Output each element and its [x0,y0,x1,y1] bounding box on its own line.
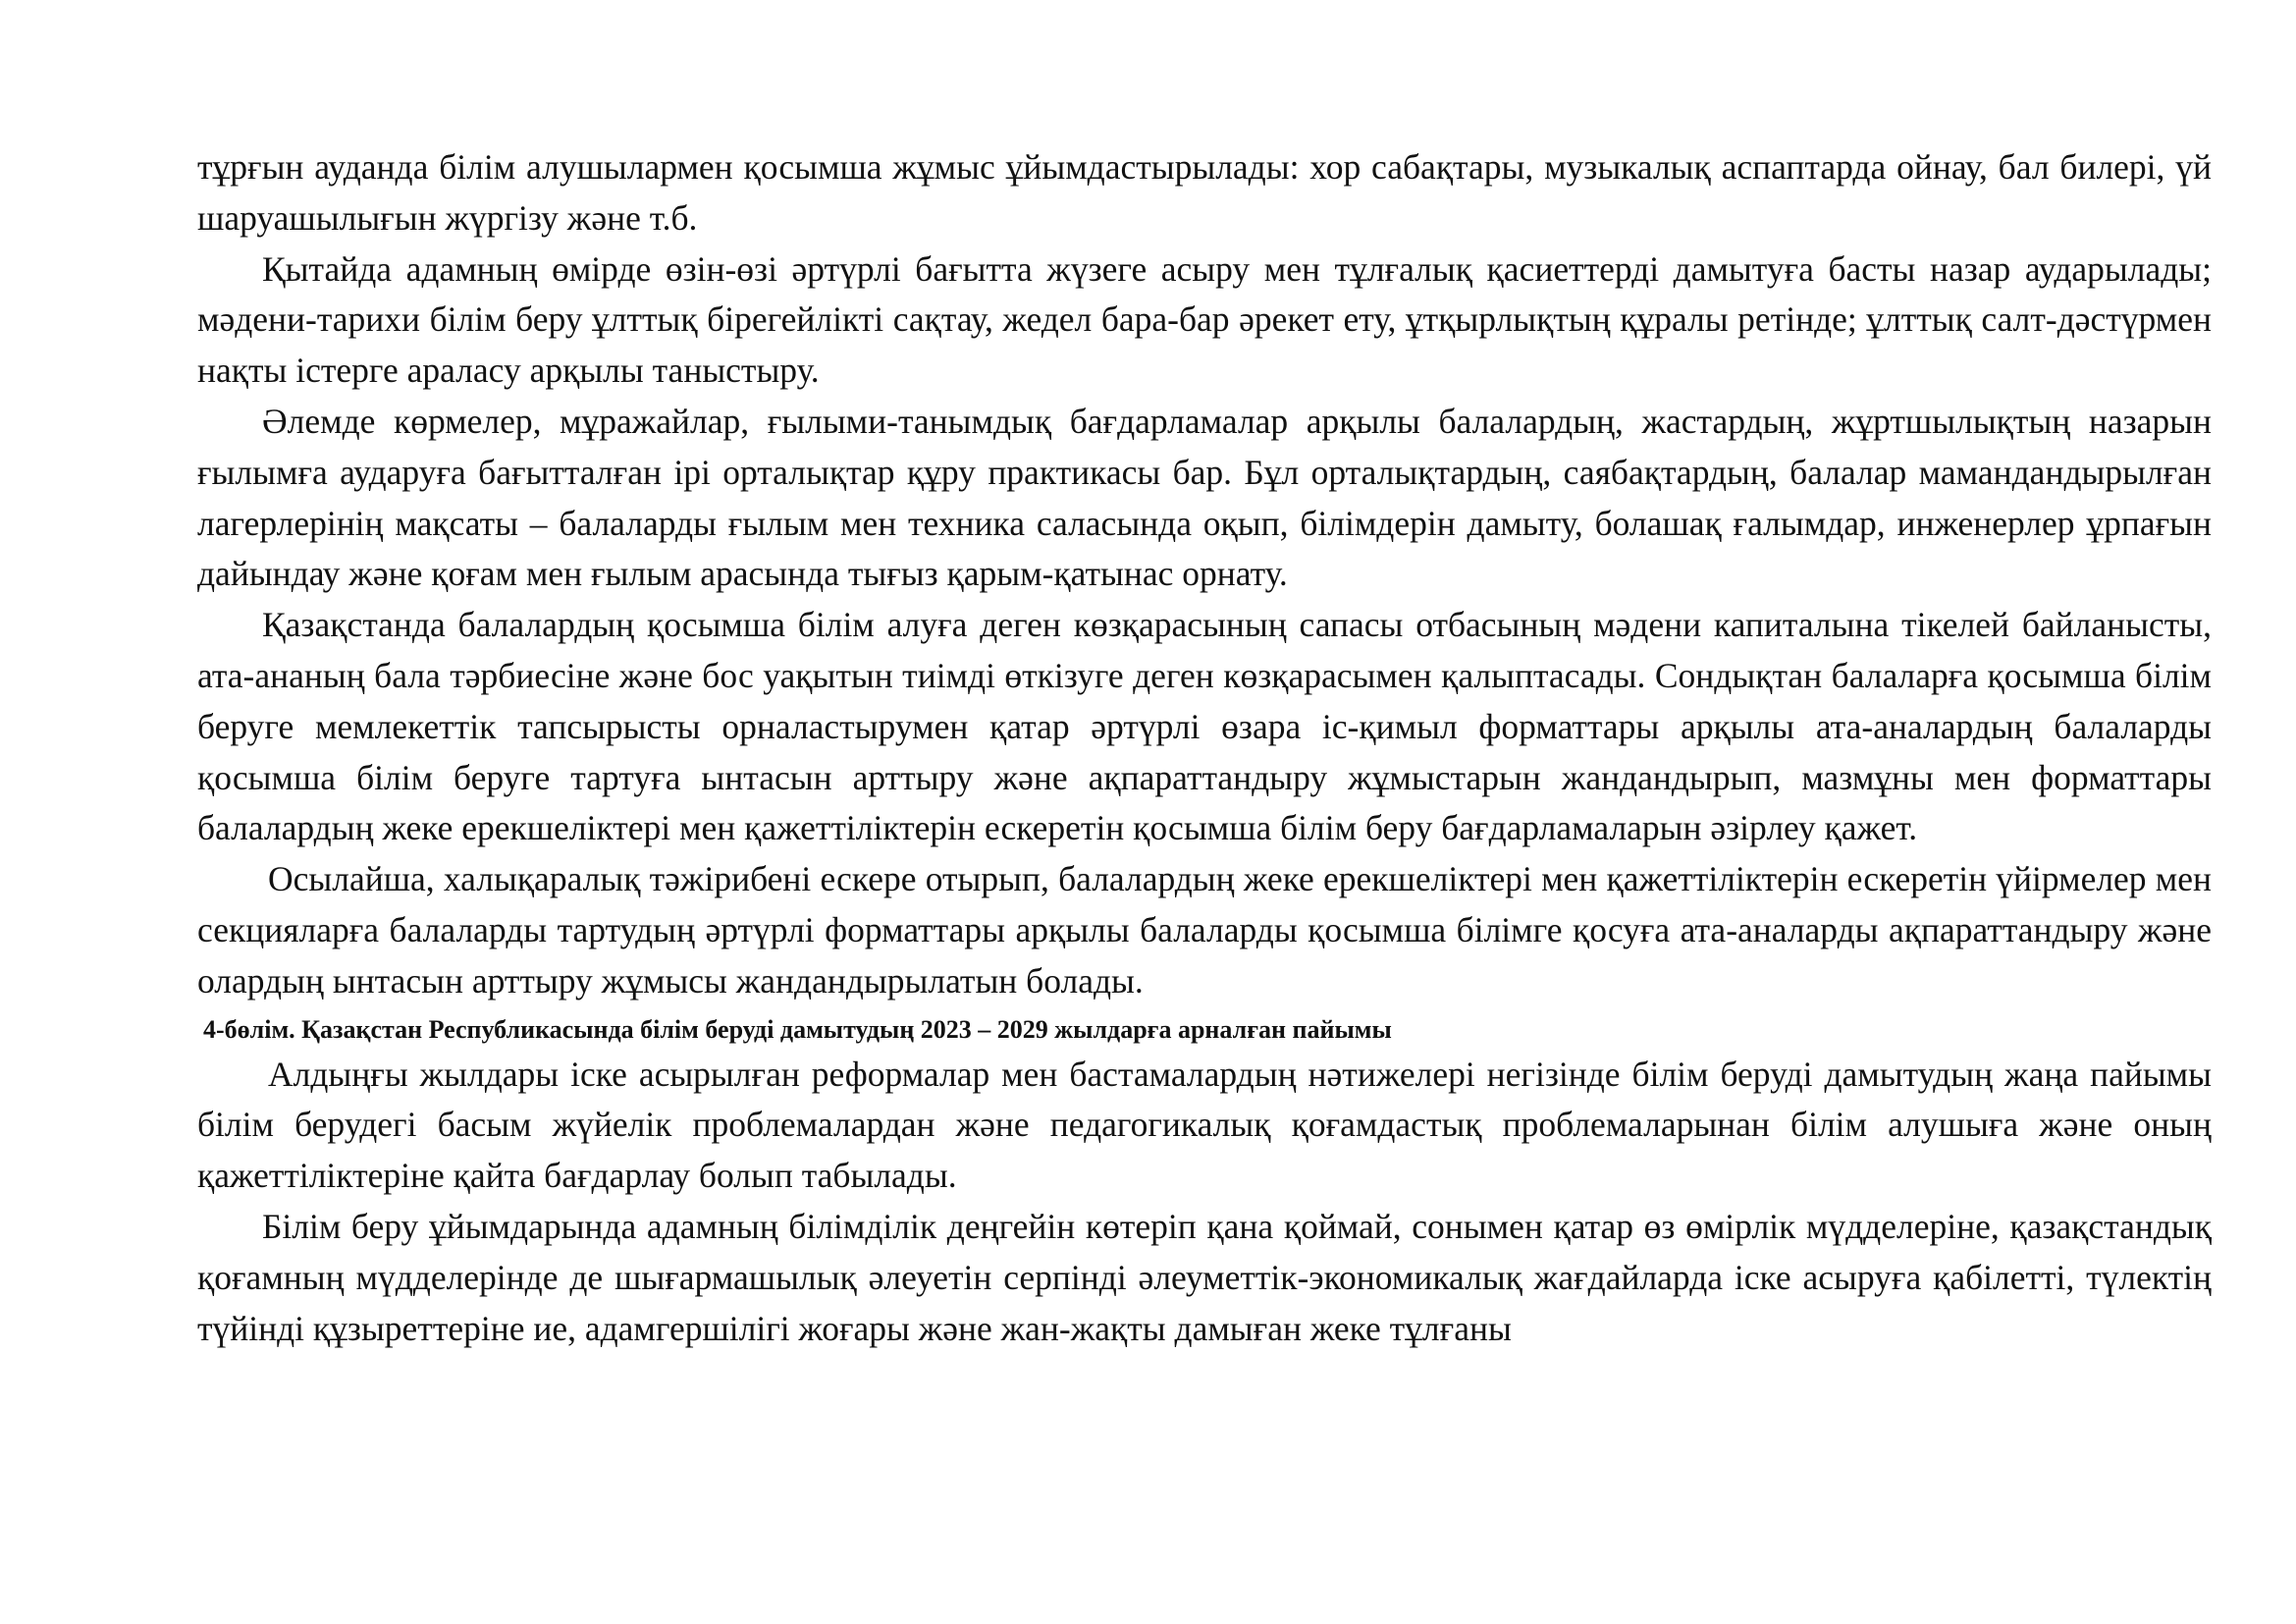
paragraph-kazakhstan: Қазақстанда балалардың қосымша білім алуға деген көзқарасының сапасы отбасының мәдени капиталына тікелей байланысты, ата-ананың бала тәрбиесіне және бос уақытын тиімді өткізуге деген көзқарасымен қалыптасады. Сондықтан балаларға қосымша білім беруге мемлекеттік тапсырысты орналастырумен қатар әртүрлі өзара іс-қимыл форматтары арқылы ата-аналардың балаларды қосымша білім беруге тартуға ынтасын арттыру және ақпараттандыру жұмыстарын жандандырып, мазмұны мен форматтары балалардың жеке ерекшеліктері мен қажеттіліктерін ескеретін қосымша білім беру бағдарламаларын әзірлеу қажет. [197,605,2212,848]
paragraph-education-organizations: Білім беру ұйымдарында адамның білімділік деңгейін көтеріп қана қоймай, сонымен қатар өз өмірлік мүдделеріне, қазақстандық қоғамның мүдделерінде де шығармашылық әлеуетін серпінді әлеуметтік-экономикалық жағдайларда іске асыруға қабілетті, түлектің түйінді құзыреттеріне ие, адамгершілігі жоғары және жан-жақты дамыған жеке тұлғаны [197,1206,2212,1348]
document-body [197,142,2212,1354]
paragraph-china: Қытайда адамның өмірде өзін-өзі әртүрлі бағытта жүзеге асыру мен тұлғалық қасиеттерді дамытуға басты назар аударылады; мәдени-тарихи білім беру ұлттық бірегейлікті сақтау, жедел бара-бар әрекет ету, ұтқырлықтың құралы ретінде; ұлттық салт-дәстүрмен нақты істерге араласу арқылы таныстыру. [197,248,2212,391]
section-heading: 4-бөлім. Қазақстан Республикасында білім беруді дамытудың 2023 – 2029 жылдарға арналған пайымы [203,1014,1392,1044]
paragraph-continuation: тұрғын ауданда білім алушылармен қосымша жұмыс ұйымдастырылады: хор сабақтары, музыкалық аспаптарда ойнау, бал билері, үй шаруашылығын жүргізу және т.б. [197,147,2212,238]
paragraph-vision: Алдыңғы жылдары іске асырылған реформалар мен бастамалардың нәтижелері негізінде білім беруді дамытудың жаңа пайымы білім берудегі басым жүйелік проблемалардан және педагогикалық қоғамдастық проблемаларынан білім алушыға және оның қажеттіліктеріне қайта бағдарлау болып табылады. [197,1054,2212,1196]
paragraph-conclusion: Осылайша, халықаралық тәжірибені ескере отырып, балалардың жеке ерекшеліктері мен қажеттіліктерін ескеретін үйірмелер мен секцияларға балаларды тартудың әртүрлі форматтары арқылы балаларды қосымша білімге қосуға ата-аналарды ақпараттандыру және олардың ынтасын арттыру жұмысы жандандырылатын болады. [197,859,2212,1001]
paragraph-world-centers: Әлемде көрмелер, мұражайлар, ғылыми-танымдық бағдарламалар арқылы балалардың, жастардың, жұртшылықтың назарын ғылымға аударуға бағытталған ірі орталықтар құру практикасы бар. Бұл орталықтардың, саябақтардың, балалар мамандандырылған лагерлерінің мақсаты – балаларды ғылым мен техника саласында оқып, білімдерін дамыту, болашақ ғалымдар, инженерлер ұрпағын дайындау және қоғам мен ғылым арасында тығыз қарым-қатынас орнату. [197,401,2212,594]
